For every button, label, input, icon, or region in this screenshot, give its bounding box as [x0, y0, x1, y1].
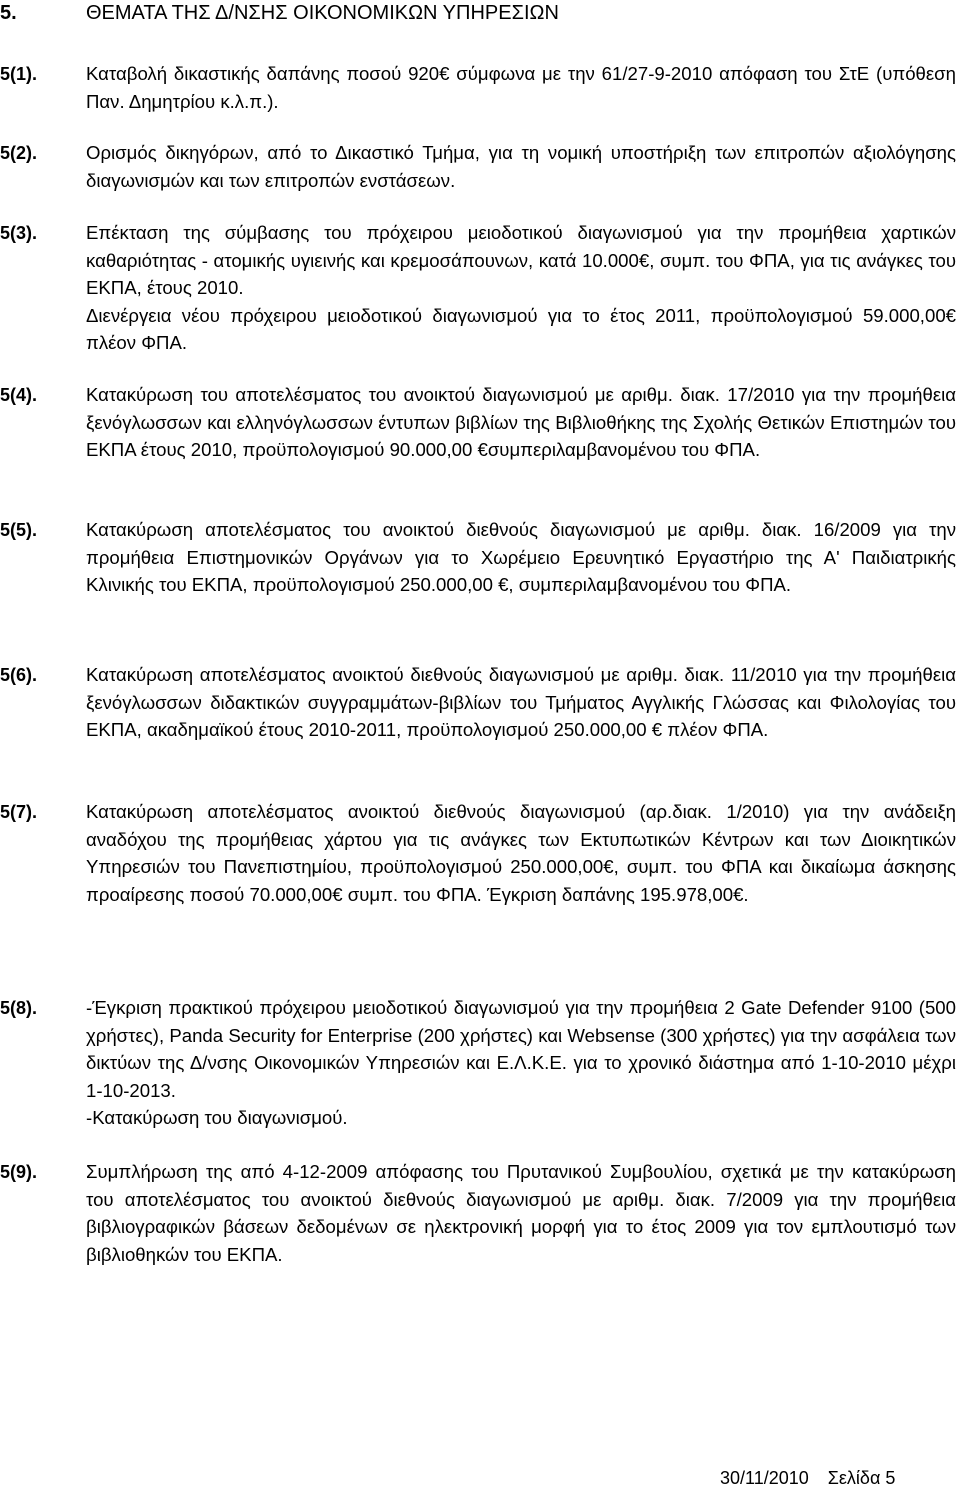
section-title: ΘΕΜΑΤΑ ΤΗΣ Δ/ΝΣΗΣ ΟΙΚΟΝΟΜΙΚΩΝ ΥΠΗΡΕΣΙΩΝ: [86, 2, 559, 24]
section-number: 5.: [0, 2, 17, 24]
agenda-item-5-2: [0, 139, 960, 194]
agenda-item-5-6: [0, 661, 960, 744]
item-text: [86, 1158, 956, 1268]
item-text: [86, 994, 956, 1132]
item-number: 5(8).: [0, 998, 38, 1018]
item-text: [86, 798, 956, 908]
item-number: 5(3).: [0, 223, 38, 243]
item-paragraph: Ορισμός δικηγόρων, από το Δικαστικό Τμήμα, για τη νομική υποστήριξη των επιτροπών αξιολόγησης διαγωνισμών και των επιτροπών ενστάσεων.: [86, 142, 956, 191]
item-paragraph: Κατακύρωση του αποτελέσματος του ανοικτού διαγωνισμού με αριθμ. διακ. 17/2010 για την προμήθεια ξενόγλωσσων και ελληνόγλωσσων έντυπων βιβλίων της Βιβλιοθήκης της Σχολής Θετικών Επιστημών του ΕΚΠΑ έτους 2010, προϋπολογισμού 90.000,00 €συμπεριλαμβανομένου του ΦΠΑ.: [86, 384, 956, 461]
item-text: [86, 516, 956, 599]
item-number: 5(2).: [0, 143, 38, 163]
page-footer: [720, 1466, 940, 1490]
item-number: 5(1).: [0, 64, 38, 84]
item-number: 5(9).: [0, 1162, 38, 1182]
item-text: [86, 219, 956, 357]
agenda-item-5-1: [0, 60, 960, 115]
agenda-item-5-8: [0, 994, 960, 1132]
agenda-item-5-3: [0, 219, 960, 357]
item-paragraph: Κατακύρωση αποτελέσματος του ανοικτού διεθνούς διαγωνισμού με αριθμ. διακ. 16/2009 για την προμήθεια Επιστημονικών Οργάνων για το Χωρέμειο Ερευνητικό Εργαστήριο της Α' Παιδιατρικής Κλινικής του ΕΚΠΑ, προϋπολογισμού 250.000,00 €, συμπεριλαμβανομένου του ΦΠΑ.: [86, 519, 956, 596]
item-text: [86, 381, 956, 464]
item-paragraph: -Κατακύρωση του διαγωνισμού.: [86, 1107, 348, 1129]
agenda-item-5-4: [0, 381, 960, 464]
item-paragraph: Διενέργεια νέου πρόχειρου μειοδοτικού διαγωνισμού για το έτος 2011, προϋπολογισμού 59.000,00€ πλέον ΦΠΑ.: [86, 304, 956, 354]
item-number: 5(4).: [0, 385, 38, 405]
agenda-item-5-7: [0, 798, 960, 908]
item-number: 5(6).: [0, 665, 38, 685]
agenda-item-5-5: [0, 516, 960, 599]
agenda-item-5-9: [0, 1158, 960, 1268]
item-paragraph: Επέκταση της σύμβασης του πρόχειρου μειοδοτικού διαγωνισμού για την προμήθεια χαρτικών καθαριότητας - ατομικής υγιεινής και κρεμοσάπουνων, κατά 10.000€, συμπ. του ΦΠΑ, για τις ανάγκες του ΕΚΠΑ, έτους 2010.: [86, 222, 956, 299]
item-number: 5(7).: [0, 802, 38, 822]
item-paragraph: Κατακύρωση αποτελέσματος ανοικτού διεθνούς διαγωνισμού με αριθμ. διακ. 11/2010 για την προμήθεια ξενόγλωσσων διδακτικών συγγραμμάτων-βιβλίων του Τμήματος Αγγλικής Γλώσσας και Φιλολογίας του ΕΚΠΑ, ακαδημαϊκού έτους 2010-2011, προϋπολογισμού 250.000,00 € πλέον ΦΠΑ.: [86, 664, 956, 741]
item-text: [86, 139, 956, 194]
item-paragraph: Κατακύρωση αποτελέσματος ανοικτού διεθνούς διαγωνισμού (αρ.διακ. 1/2010) για την ανάδειξη αναδόχου της προμήθειας χάρτου για τις ανάγκες των Εκτυπωτικών Κέντρων και των Διοικητικών Υπηρεσιών του Πανεπιστημίου, προϋπολογισμού 250.000,00€, συμπ. του ΦΠΑ και δικαίωμα άσκησης προαίρεσης ποσού 70.000,00€ συμπ. του ΦΠΑ. Έγκριση δαπάνης 195.978,00€.: [86, 801, 956, 905]
item-paragraph: Καταβολή δικαστικής δαπάνης ποσού 920€ σύμφωνα με την 61/27-9-2010 απόφαση του ΣτΕ (υπόθεση Παν. Δημητρίου κ.λ.π.).: [86, 63, 956, 112]
item-paragraph: -Έγκριση πρακτικού πρόχειρου μειοδοτικού διαγωνισμού για την προμήθεια 2 Gate Defender 9100 (500 χρήστες), Panda Security for Enterprise (200 χρήστες) και Websense (300 χρήστες) για την ασφάλεια των δικτύων της Δ/νσης Οικονομικών Υπηρεσιών και Ε.Λ.Κ.Ε. για το χρονικό διάστημα από 1-10-2010 μέχρι 1-10-2013.: [86, 997, 956, 1101]
footer-date: 30/11/2010: [720, 1468, 809, 1488]
item-text: [86, 60, 956, 115]
page-number: Σελίδα 5: [827, 1468, 896, 1488]
item-number: 5(5).: [0, 520, 38, 540]
item-text: [86, 661, 956, 744]
item-paragraph: Συμπλήρωση της από 4-12-2009 απόφασης του Πρυτανικού Συμβουλίου, σχετικά με την κατακύρωση του αποτελέσματος του ανοικτού διεθνούς διαγωνισμού με αριθμ. διακ. 7/2009 για την προμήθεια βιβλιογραφικών βάσεων δεδομένων σε ηλεκτρονική μορφή για το έτος 2009 για τον εμπλουτισμό των βιβλιοθηκών του ΕΚΠΑ.: [86, 1161, 956, 1265]
